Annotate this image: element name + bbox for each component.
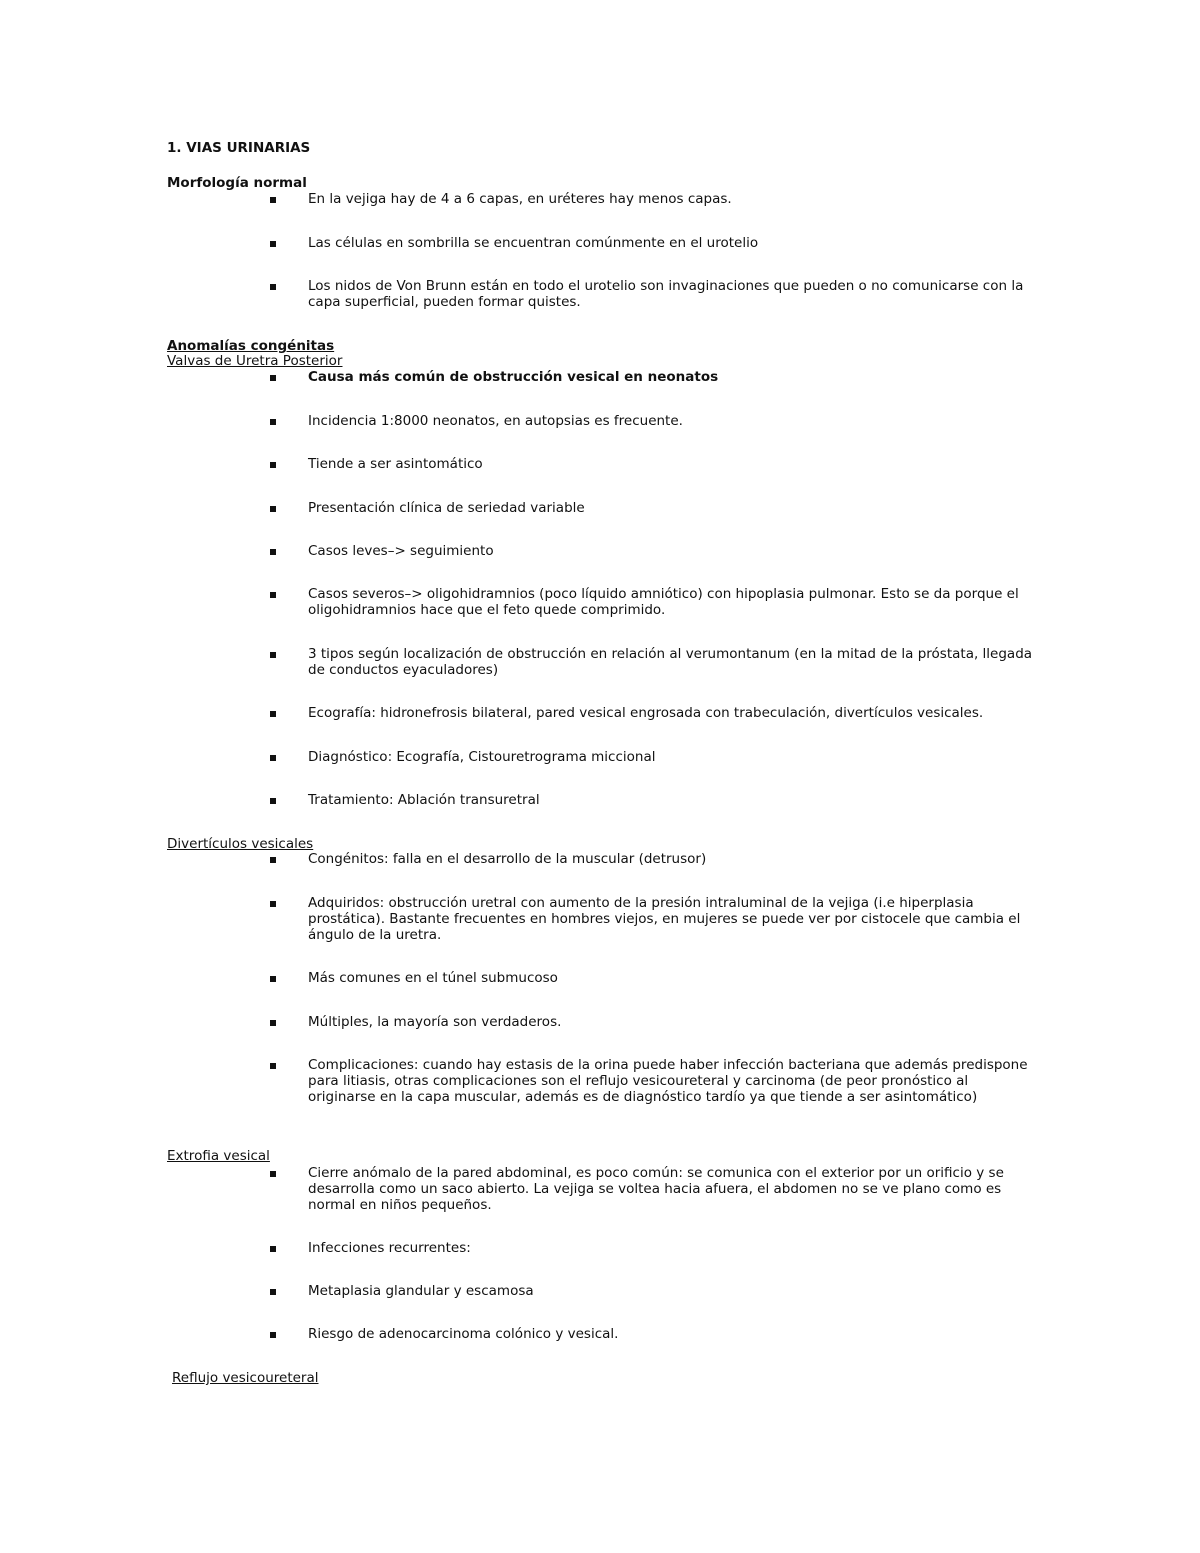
bullet-icon <box>270 711 276 717</box>
list-item: Más comunes en el túnel submucoso <box>308 970 558 986</box>
list-item: Tiende a ser asintomático <box>308 456 483 472</box>
bullet-icon <box>270 798 276 804</box>
bullet-icon <box>270 241 276 247</box>
list-item: Infecciones recurrentes: <box>308 1240 471 1256</box>
list-item: Complicaciones: cuando hay estasis de la orina puede haber infección bacteriana que además predispone para litiasis, otras complicaciones son el reflujo vesicoureteral y carcinoma (de peor pronóstico al originarse en la capa muscular, además es de diagnóstico tardío ya que tiende a ser asintomático) <box>308 1057 1028 1105</box>
list-item: Las células en sombrilla se encuentran comúnmente en el urotelio <box>308 235 759 251</box>
list-item: Causa más común de obstrucción vesical en neonatos <box>308 369 719 385</box>
list-item: Incidencia 1:8000 neonatos, en autopsias es frecuente. <box>308 413 683 429</box>
bullet-icon <box>270 857 276 863</box>
reflujo-subheading: Reflujo vesicoureteral <box>172 1370 319 1386</box>
bullet-icon <box>270 506 276 512</box>
extrofia-subheading: Extrofia vesical <box>167 1148 270 1164</box>
morfologia-heading: Morfología normal <box>167 175 307 191</box>
list-item: Casos severos–> oligohidramnios (poco líquido amniótico) con hipoplasia pulmonar. Esto se da porque el oligohidramnios hace que el feto quede comprimido. <box>308 586 1019 618</box>
section-title: 1. VIAS URINARIAS <box>167 140 311 156</box>
bullet-icon <box>270 1289 276 1295</box>
list-item: Adquiridos: obstrucción uretral con aumento de la presión intraluminal de la vejiga (i.e hiperplasia prostática). Bastante frecuentes en hombres viejos, en mujeres se puede ver por cistocele que cambia el ángulo de la uretra. <box>308 895 1021 943</box>
list-item: Cierre anómalo de la pared abdominal, es poco común: se comunica con el exterior por un orificio y se desarrolla como un saco abierto. La vejiga se voltea hacia afuera, el abdomen no se ve plano como es normal en niños pequeños. <box>308 1165 1004 1213</box>
bullet-icon <box>270 1246 276 1252</box>
bullet-icon <box>270 976 276 982</box>
list-item: Congénitos: falla en el desarrollo de la muscular (detrusor) <box>308 851 707 867</box>
bullet-icon <box>270 284 276 290</box>
bullet-icon <box>270 755 276 761</box>
bullet-icon <box>270 419 276 425</box>
list-item: Diagnóstico: Ecografía, Cistouretrograma miccional <box>308 749 656 765</box>
list-item: Casos leves–> seguimiento <box>308 543 494 559</box>
bullet-icon <box>270 901 276 907</box>
list-item: 3 tipos según localización de obstrucción en relación al verumontanum (en la mitad de la próstata, llegada de conductos eyaculadores) <box>308 646 1033 678</box>
diverticulos-subheading: Divertículos vesicales <box>167 836 314 852</box>
anomalias-heading: Anomalías congénitas <box>167 338 335 354</box>
bullet-icon <box>270 197 276 203</box>
bullet-icon <box>270 1171 276 1177</box>
bullet-icon <box>270 549 276 555</box>
bullet-icon <box>270 462 276 468</box>
list-item: En la vejiga hay de 4 a 6 capas, en uréteres hay menos capas. <box>308 191 732 207</box>
bullet-icon <box>270 1020 276 1026</box>
bullet-icon <box>270 652 276 658</box>
list-item: Riesgo de adenocarcinoma colónico y vesical. <box>308 1326 619 1342</box>
list-item: Metaplasia glandular y escamosa <box>308 1283 534 1299</box>
list-item: Presentación clínica de seriedad variable <box>308 500 585 516</box>
bullet-icon <box>270 1063 276 1069</box>
bullet-icon <box>270 375 276 381</box>
list-item: Tratamiento: Ablación transuretral <box>308 792 540 808</box>
list-item: Ecografía: hidronefrosis bilateral, pared vesical engrosada con trabeculación, divertículos vesicales. <box>308 705 984 721</box>
valvas-subheading: Valvas de Uretra Posterior <box>167 353 343 369</box>
bullet-icon <box>270 592 276 598</box>
bullet-icon <box>270 1332 276 1338</box>
list-item: Los nidos de Von Brunn están en todo el urotelio son invaginaciones que pueden o no comunicarse con la capa superficial, pueden formar quistes. <box>308 278 1024 310</box>
list-item: Múltiples, la mayoría son verdaderos. <box>308 1014 562 1030</box>
